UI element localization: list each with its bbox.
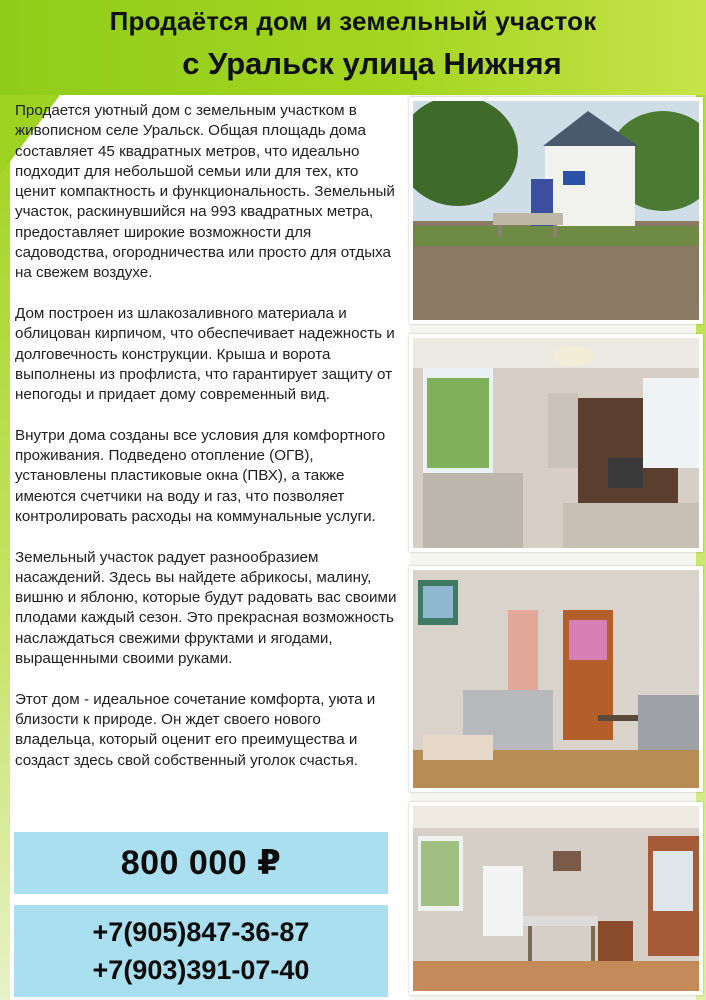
photo-sitting-room	[409, 566, 703, 792]
subheadline: с Уральск улица Нижняя	[182, 46, 562, 81]
description-paragraph: Дом построен из шлакозаливного материала и облицован кирпичом, что обеспечивает надежность и долговечность конструкции. Крыша и ворота выполнены из профлиста, что гарантирует защиту от непогоды и придает дому современный вид.	[15, 304, 395, 404]
description-paragraph: Этот дом - идеальное сочетание комфорта, уюта и близости к природе. Он ждет своего нового владельца, который оценит его преимущества и создаст здесь свой собственный уголок счастья.	[15, 690, 376, 769]
headline: Продаётся дом и земельный участок	[109, 6, 597, 36]
photo-house-exterior	[409, 97, 703, 324]
photo-kitchen	[409, 802, 703, 995]
photo-living-room	[409, 334, 703, 552]
description-paragraph: Продается уютный дом с земельным участком в живописном селе Уральск. Общая площадь дома составляет 45 квадратных метров, что идеально подходит для небольшой семьи или для тех, кто ценит компактность и функциональность. Земельный участок, раскинувшийся на 993 квадратных метра, предоставляет широкие возможности для садоводства, огородничества или просто для отдыха на свежем воздухе.	[15, 102, 395, 282]
description	[15, 101, 403, 771]
description-paragraph: Земельный участок радует разнообразием насаждений. Здесь вы найдете абрикосы, малину, вишню и яблоню, которые будут радовать вас своими плодами каждый сезон. Это прекрасная возможность наслаждаться свежими фруктами и ягодами, выращенными своими руками.	[15, 548, 397, 668]
contact-panel	[14, 905, 388, 997]
phone-number[interactable]: +7(905)847-36-87	[92, 917, 310, 947]
price: 800 000 ₽	[120, 844, 282, 882]
description-paragraph: Внутри дома созданы все условия для комфортного проживания. Подведено отопление (ОГВ), установлены пластиковые окна (ПВХ), а также имеются счетчики на воду и газ, что позволяет контролировать расходы на коммунальные услуги.	[15, 426, 386, 525]
phone-number[interactable]: +7(903)391-07-40	[92, 955, 310, 985]
price-panel	[14, 832, 388, 894]
